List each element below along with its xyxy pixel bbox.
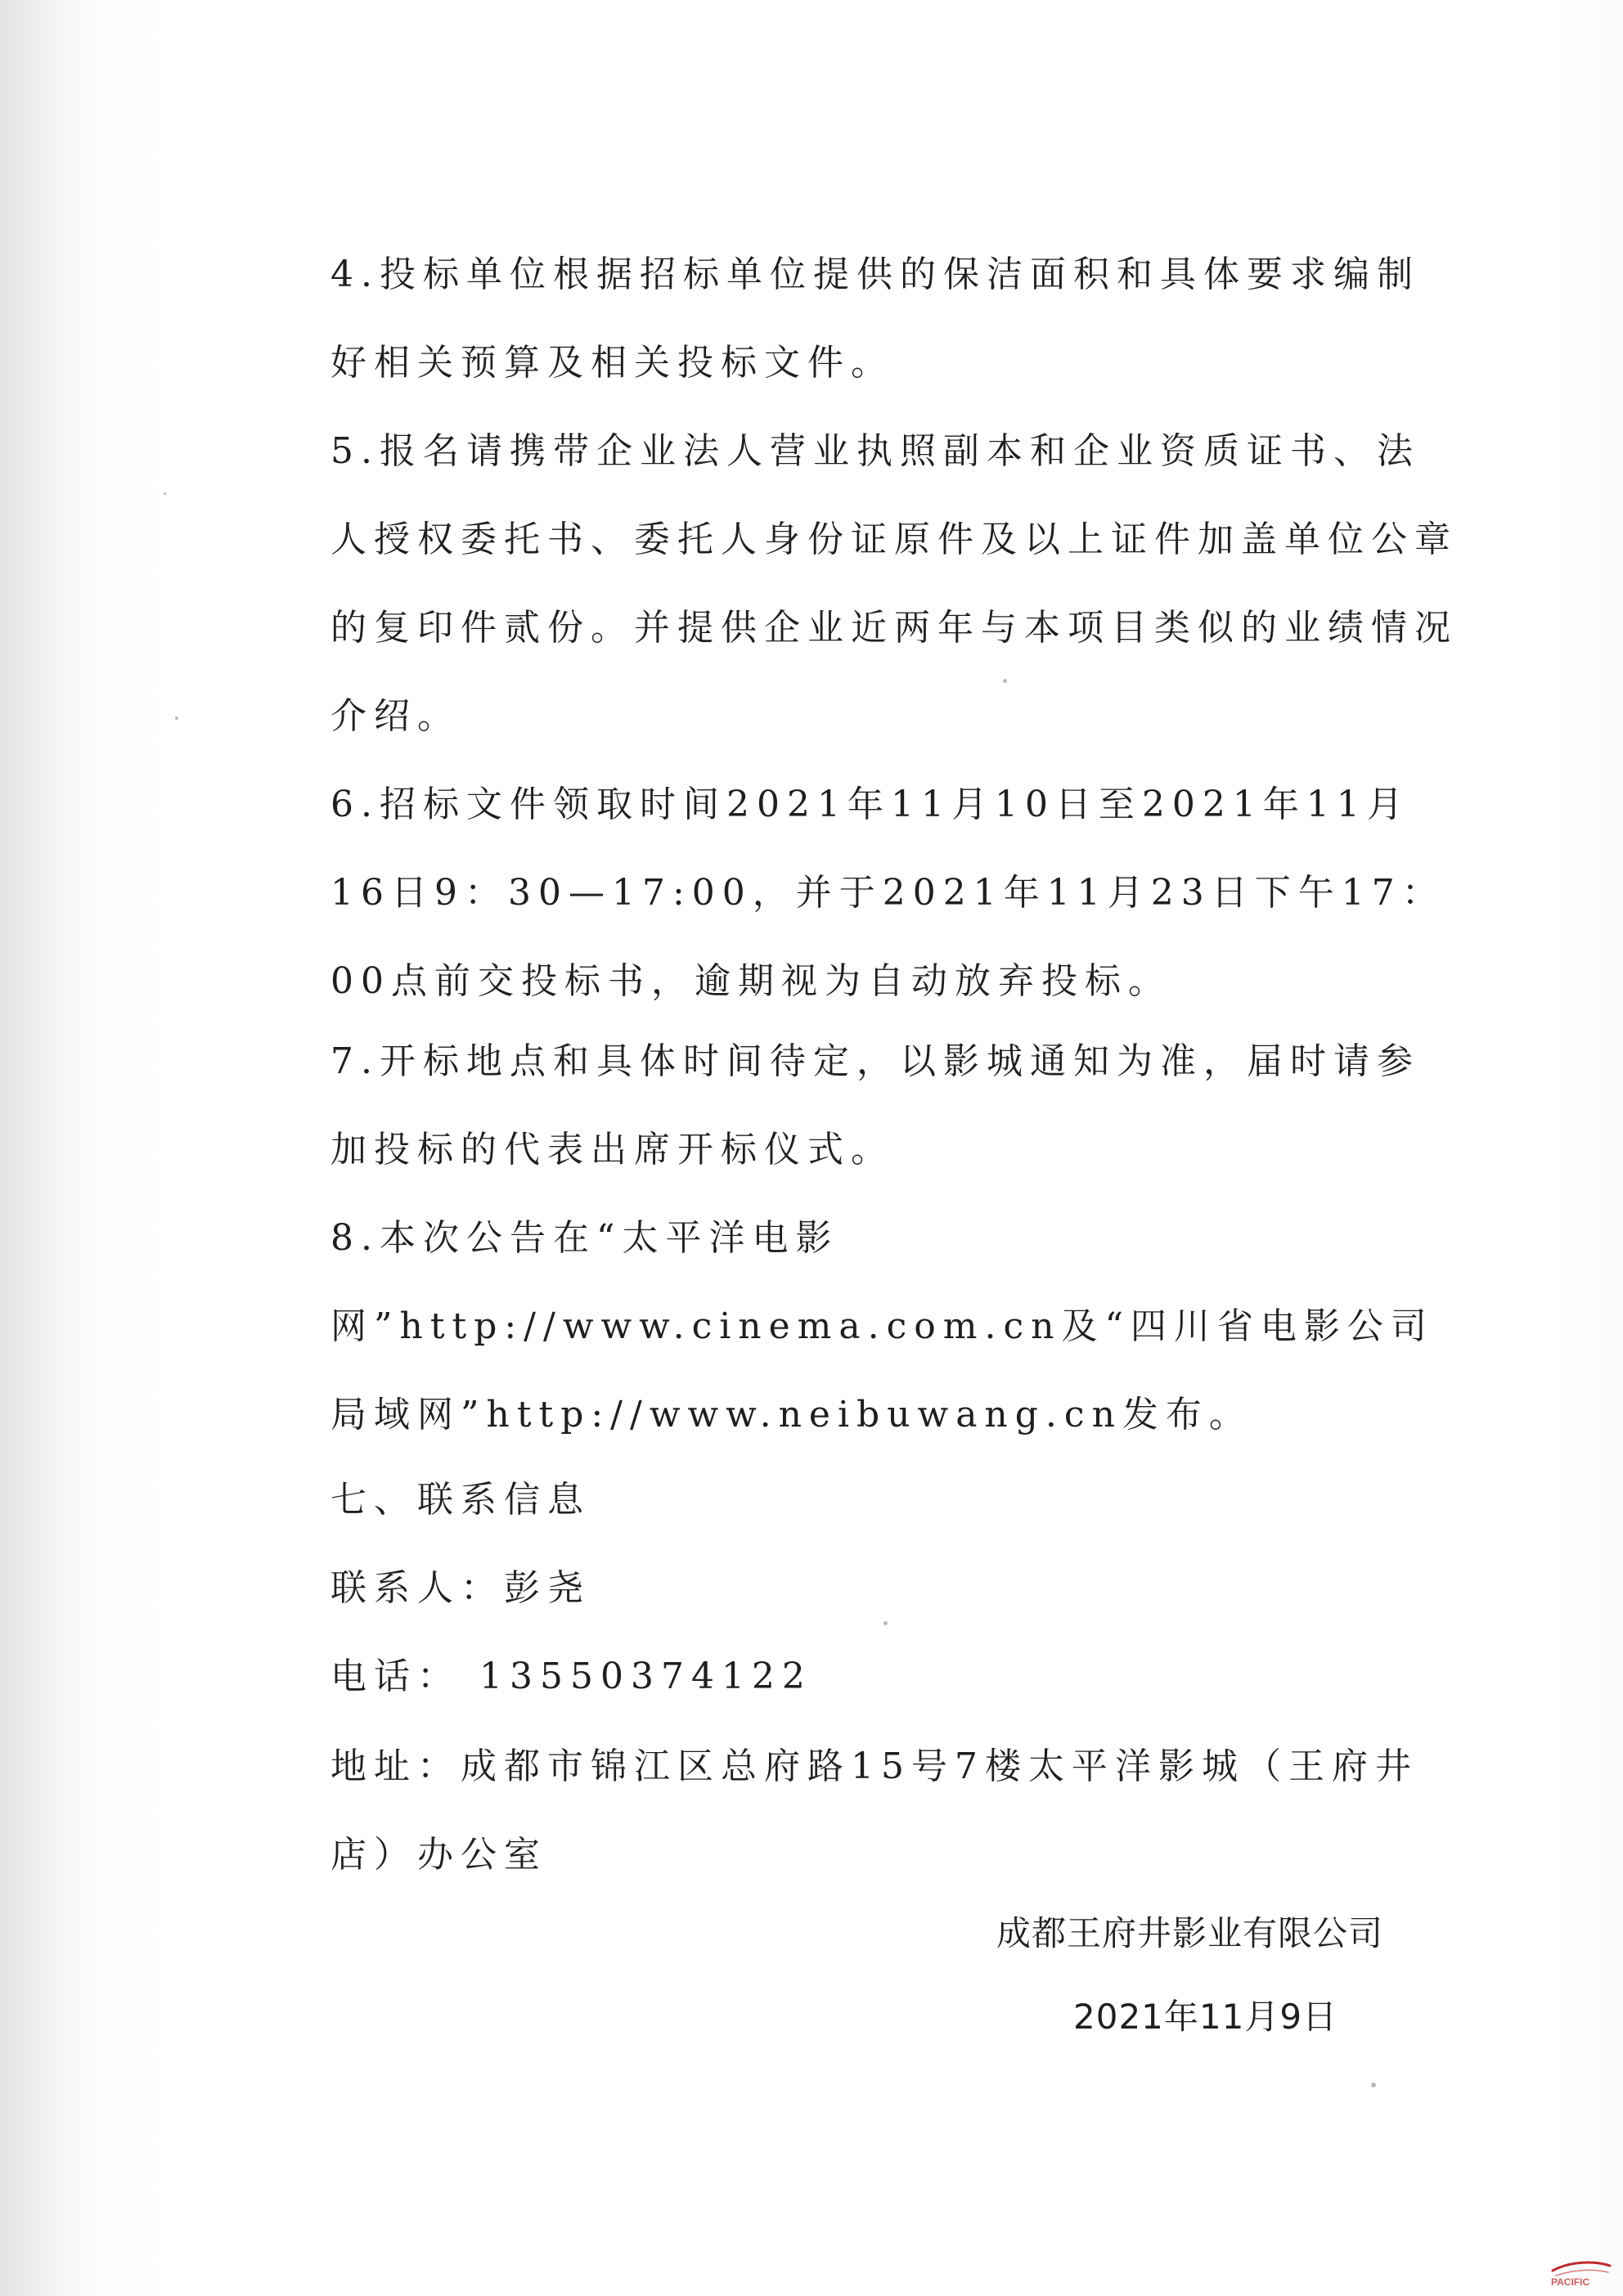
paragraph-item-7: 7.开标地点和具体时间待定，以影城通知为准，届时请参加投标的代表出席开标仪式。 — [330, 1040, 1420, 1170]
contact-heading: 七、联系信息 — [330, 1479, 591, 1521]
contact-phone: 电话： 13550374122 — [330, 1656, 812, 1697]
paragraph-item-5: 5.报名请携带企业法人营业执照副本和企业资质证书、法人授权委托书、委托人身份证原件及以上证件加盖单位公章的复印件贰份。并提供企业近两年与本项目类似的业绩情况介绍。 — [330, 430, 1458, 737]
contact-person: 联系人：彭尧 — [330, 1567, 591, 1609]
contact-address: 地址：成都市锦江区总府路15号7楼太平洋影城（王府井店）办公室 — [330, 1746, 1418, 1876]
paragraph-item-4: 4.投标单位根据招标单位提供的保洁面积和具体要求编制好相关预算及相关投标文件。 — [330, 254, 1420, 384]
pacific-watermark-logo — [1548, 2259, 1613, 2289]
signature-company: 成都王府井影业有限公司 — [996, 1913, 1384, 1953]
paragraph-item-6: 6.招标文件领取时间2021年11月10日至2021年11月16日9：30—17:00，并于2021年11月23日下午17：00点前交投标书，逾期视为自动放弃投标。 — [330, 784, 1445, 1002]
scan-speck — [1371, 2083, 1376, 2087]
scan-speck — [1003, 679, 1007, 683]
paragraph-item-8: 8.本次公告在“太平洋电影网”http://www.cinema.com.cn及“四川省电影公司局域网”http://www.neibuwang.cn发布。 — [330, 1217, 1434, 1436]
scan-speck — [883, 1621, 888, 1625]
scan-speck — [164, 492, 166, 495]
pacific-watermark-text: PACIFIC — [1551, 2276, 1590, 2288]
scan-speck — [175, 717, 178, 720]
signature-date: 2021年11月9日 — [1073, 1997, 1338, 2037]
scan-edge-shadow — [0, 0, 98, 2296]
